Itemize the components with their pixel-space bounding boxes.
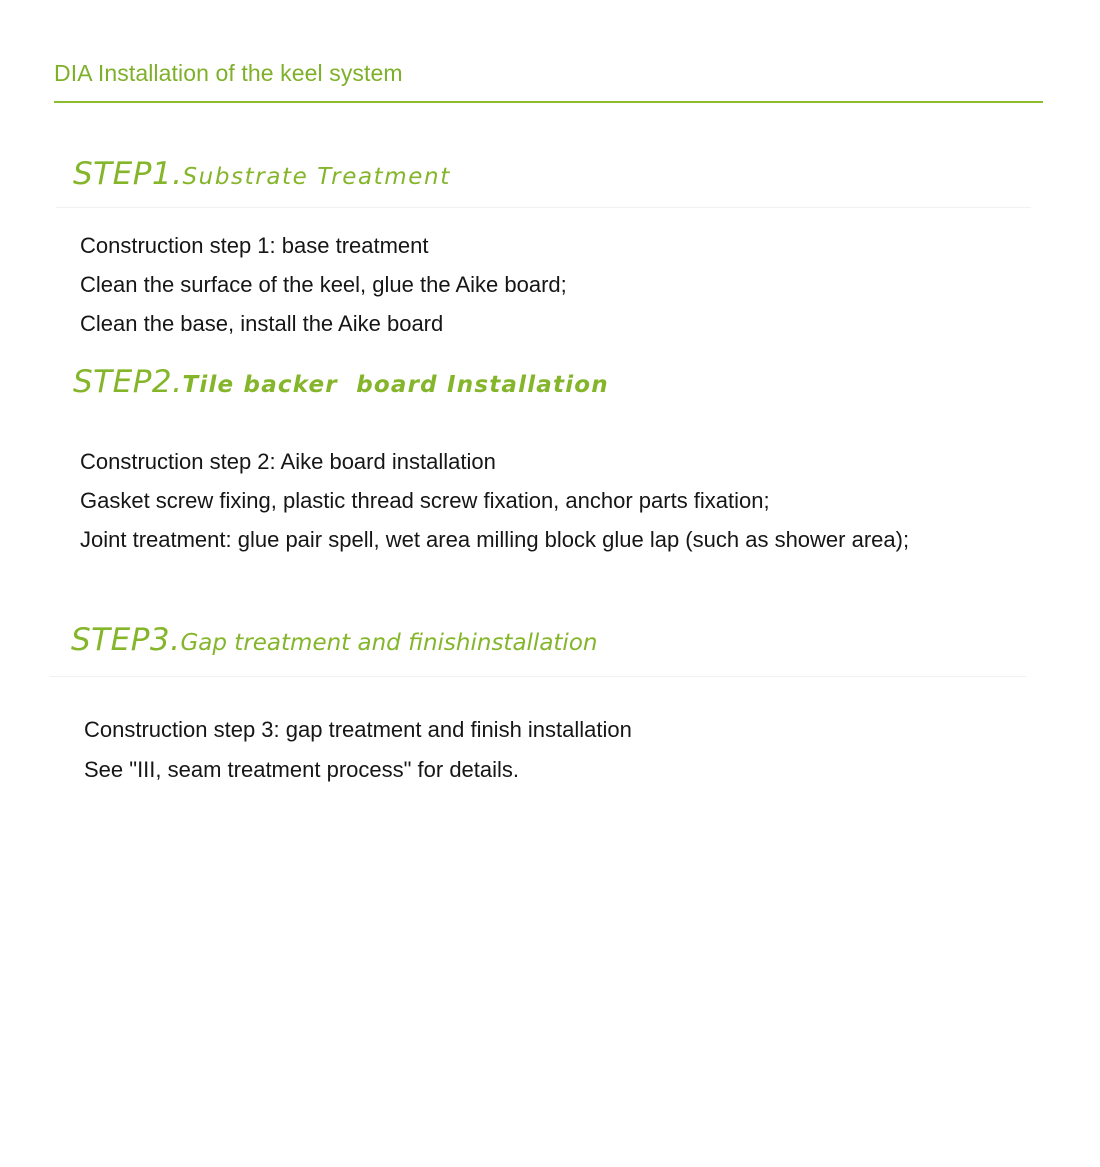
- step1-line-1: Construction step 1: base treatment: [80, 233, 429, 258]
- step3-line-1: Construction step 3: gap treatment and finish installation: [84, 717, 632, 742]
- step1-subtitle: Substrate Treatment: [182, 164, 451, 190]
- step1-number: STEP1.: [73, 156, 183, 192]
- step3-heading: [71, 622, 597, 658]
- step1-heading: [73, 156, 451, 192]
- step2-number: STEP2.: [73, 364, 183, 400]
- step3-line-2: See "III, seam treatment process" for details.: [84, 757, 520, 782]
- step1-divider: [56, 207, 1031, 208]
- step2-subtitle: Tile backer board Installation: [182, 372, 609, 398]
- step3-subtitle: Gap treatment and finishinstallation: [180, 630, 598, 656]
- step2-line-1: Construction step 2: Aike board installation: [80, 449, 496, 474]
- step1-line-3: Clean the base, install the Aike board: [80, 311, 444, 336]
- header-divider: [54, 101, 1043, 103]
- page-title: DIA Installation of the keel system: [54, 60, 403, 86]
- step1-line-2: Clean the surface of the keel, glue the Aike board;: [80, 272, 567, 297]
- step3-number: STEP3.: [71, 622, 181, 658]
- step2-heading: [73, 364, 609, 400]
- step2-line-3: Joint treatment: glue pair spell, wet area milling block glue lap (such as shower area);: [80, 527, 910, 552]
- step2-line-2: Gasket screw fixing, plastic thread screw fixation, anchor parts fixation;: [80, 488, 770, 513]
- step3-divider: [50, 676, 1026, 677]
